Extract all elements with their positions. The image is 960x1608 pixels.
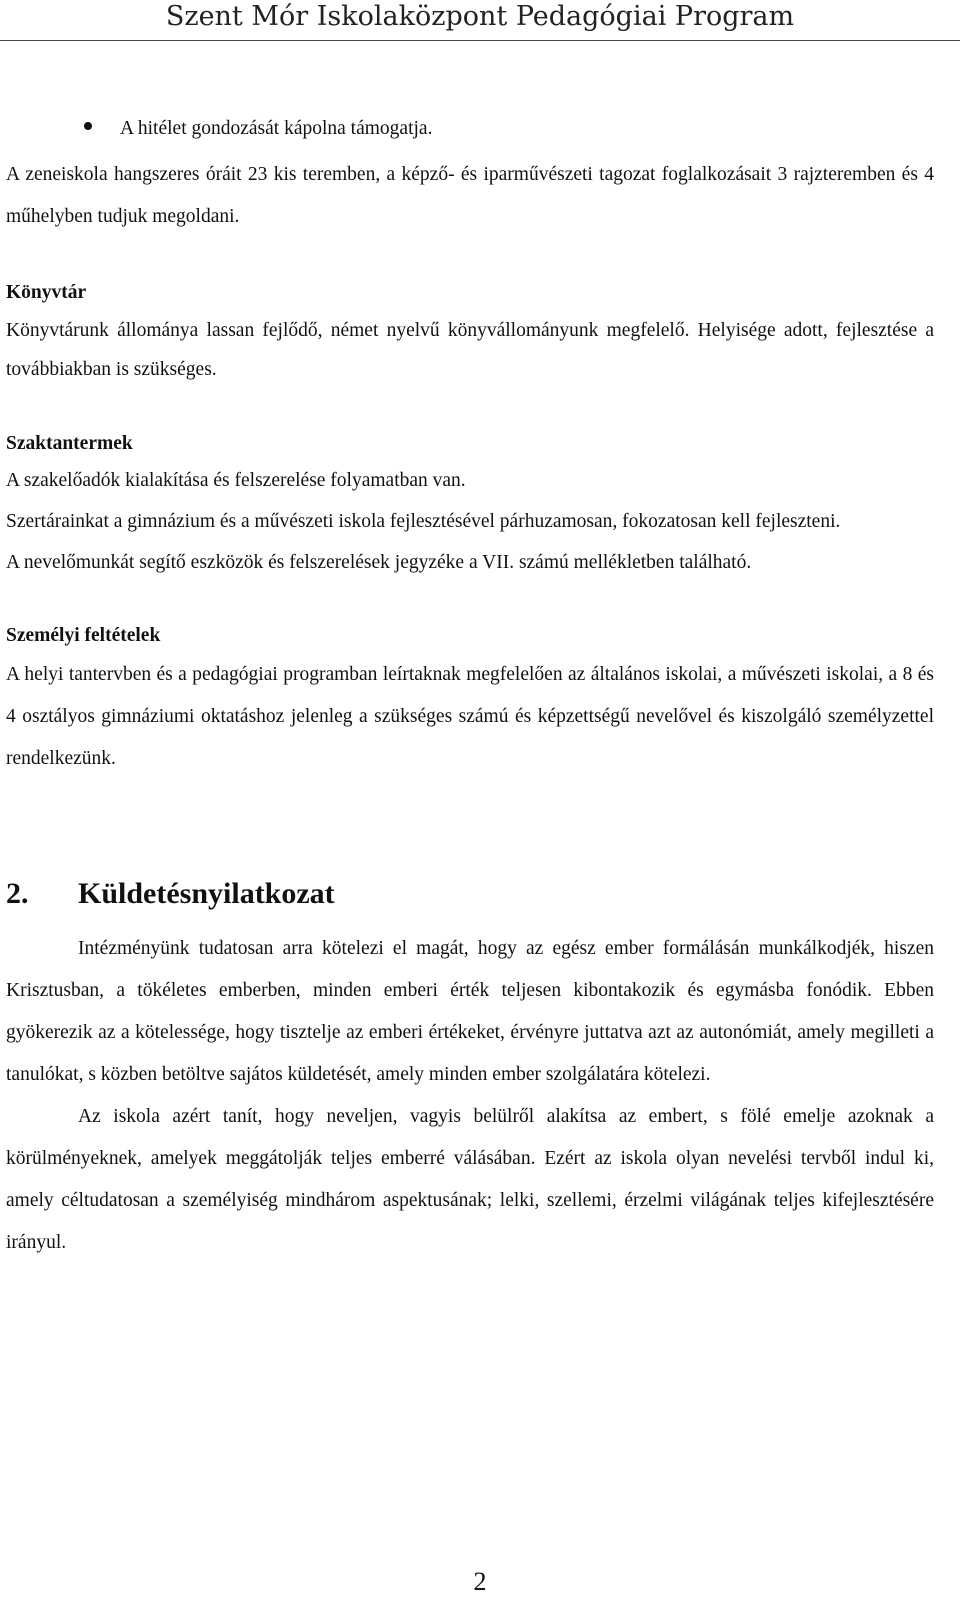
classrooms-paragraph-3: A nevelőmunkát segítő eszközök és felszerelések jegyzéke a VII. számú mellékletben található. xyxy=(6,552,752,573)
classrooms-heading: Szaktantermek xyxy=(6,433,133,454)
classrooms-paragraph-2: Szertárainkat a gimnázium és a művészeti iskola fejlesztésével párhuzamosan, fokozatosan kell fejleszteni. xyxy=(6,511,841,532)
library-heading: Könyvtár xyxy=(6,282,87,303)
personnel-heading: Személyi feltételek xyxy=(6,625,161,646)
bullet-icon xyxy=(84,122,92,130)
document-body xyxy=(6,108,934,1264)
mission-paragraph-1: Intézményünk tudatosan arra kötelezi el magát, hogy az egész ember formálásán munkálkodjék, hiszen Krisztusban, a tökéletes emberben, minden emberi érték teljesen kibontakozik és egymásba fonódik. Ebben gyökerezik az a kötelessége, hogy tisztelje az emberi értékeket, érvényre juttatva azt az autonómiát, amely megilleti a tanulókat, s közben betöltve sajátos küldetését, amely minden ember szolgálatára kötelezi. xyxy=(6,938,934,1085)
bullet-item xyxy=(6,108,934,150)
section-number: 2. xyxy=(6,877,29,910)
section-title: Küldetésnyilatkozat xyxy=(78,877,335,910)
personnel-paragraph: A helyi tantervben és a pedagógiai programban leírtaknak megfelelően az általános iskolai, a művészeti iskolai, a 8 és 4 osztályos gimnáziumi oktatáshoz jelenleg a szükséges számú és képzettségű nevelővel és kiszolgáló személyzettel rendelkezünk. xyxy=(6,664,934,769)
header-title: Szent Mór Iskolaközpont Pedagógiai Program xyxy=(165,1,795,32)
section-heading xyxy=(6,872,934,916)
classrooms-paragraph-1: A szakelőadók kialakítása és felszerelése folyamatban van. xyxy=(6,470,466,491)
bullet-text: A hitélet gondozását kápolna támogatja. xyxy=(120,118,433,139)
mission-paragraph-2: Az iskola azért tanít, hogy neveljen, vagyis belülről alakítsa az embert, s fölé emelje azoknak a körülményeknek, amelyek meggátolják teljes emberré válásában. Ezért az iskola olyan nevelési tervből indul ki, amely céltudatosan a személyiség mindhárom aspektusának; lelki, szellemi, érzelmi világának teljes kifejlesztésére irányul. xyxy=(6,1106,934,1253)
header-divider xyxy=(0,40,960,41)
page-number: 2 xyxy=(473,1567,487,1596)
intro-paragraph: A zeneiskola hangszeres óráit 23 kis teremben, a képző- és iparművészeti tagozat foglalkozásait 3 rajzteremben és 4 műhelyben tudjuk megoldani. xyxy=(6,164,934,227)
page-footer xyxy=(0,1566,960,1598)
library-paragraph: Könyvtárunk állománya lassan fejlődő, német nyelvű könyvállományunk megfelelő. Helyisége adott, fejlesztése a továbbiakban is szükséges. xyxy=(6,320,934,380)
